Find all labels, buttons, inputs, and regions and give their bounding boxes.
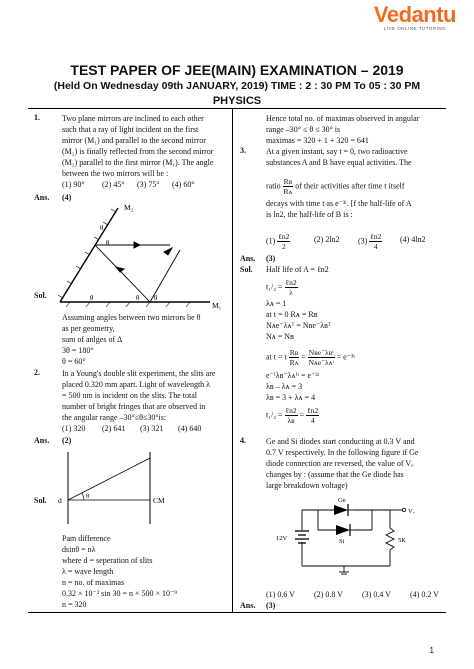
- q1-solution-line: 3θ = 180°: [62, 346, 94, 355]
- q3-ratio-post: of their activities after time t itself: [295, 181, 405, 191]
- q2-solution-label: Sol.: [34, 496, 47, 505]
- q1-line: Two plane mirrors are inclined to each other: [62, 114, 204, 123]
- q1-solution-line: sum of anlges of Δ: [62, 335, 123, 344]
- q2-option-3: (3) 321: [140, 424, 164, 433]
- frac-num: ℓn2: [370, 232, 382, 241]
- q1-number: 1.: [34, 113, 40, 122]
- footer-rule: [28, 612, 446, 613]
- eq-fraction: [285, 278, 298, 297]
- q2-line: the angular range –30°≤θ≤30°is:: [62, 413, 167, 422]
- mirror-m1: [60, 302, 210, 307]
- eq-text: at t = t: [266, 352, 287, 362]
- eq-fraction: [308, 348, 335, 367]
- q3-solution-line: λʙ = 3 + λᴀ = 4: [266, 393, 316, 402]
- q3-line: is ln2, the half-life of B is :: [266, 210, 353, 219]
- q4-line: 0.7 V respectively. In the following figure if Ge: [266, 448, 419, 457]
- q3-solution-line: at t = 0 Rᴀ = Rʙ: [266, 310, 318, 319]
- label-m1: M₁: [212, 301, 222, 310]
- q4-number: 4.: [240, 436, 246, 445]
- q1-mirror-diagram: [60, 200, 220, 310]
- q1-answer: (4): [62, 193, 72, 202]
- frac-den: Nᴀe⁻λᴀᵗ: [308, 358, 334, 367]
- frac-num: Rʙ: [283, 177, 293, 186]
- q3-solution-label: Sol.: [240, 265, 253, 274]
- q2-slit-diagram: [60, 448, 170, 528]
- q1-option-3: (3) 75°: [137, 180, 160, 189]
- q2-line: = 500 nm is incident on the slits. The total: [62, 391, 198, 400]
- label-d: d: [58, 496, 62, 505]
- theta-label: θ: [154, 294, 158, 302]
- q4-line: changes by : (assume that the Ge diode has: [266, 470, 404, 479]
- q1-option-4: (4) 60°: [172, 180, 195, 189]
- si-diode: [336, 524, 354, 536]
- q2-solution-line: n = 320: [62, 600, 87, 609]
- paper-title: TEST PAPER OF JEE(MAIN) EXAMINATION – 2019: [70, 62, 404, 78]
- eq-fraction: [306, 406, 319, 425]
- q3-answer: (3): [266, 254, 276, 263]
- q4-option-4: (4) 0.2 V: [410, 590, 439, 599]
- q3-option-3: [358, 232, 382, 251]
- q1-option-2: (2) 45°: [102, 180, 125, 189]
- q3-option-2: (2) 2ln2: [314, 235, 340, 244]
- q3-solution-line: [266, 278, 298, 297]
- q3-solution-line: λʙ – λᴀ = 3: [266, 382, 303, 391]
- q3-line: At a given instant, say t = 0, two radioactive: [266, 147, 408, 156]
- label-battery: 12V: [276, 535, 288, 542]
- q4-answer: (3): [266, 601, 276, 610]
- q3-option-4: (4) 4ln2: [400, 235, 426, 244]
- q2-cont-line: maximas = 320 + 1 + 320 = 641: [266, 136, 369, 145]
- mirror-m2: [58, 208, 118, 302]
- paper-schedule: (Held On Wednesday 09th JANUARY, 2019) TIME : 2 : 30 PM To 05 : 30 PM: [53, 80, 421, 92]
- q4-option-1: (1) 0.6 V: [266, 590, 295, 599]
- q1-line: (M₂) parallel to the first mirror (M₁). The angle: [62, 158, 214, 167]
- logo-wordmark: Vedantu: [373, 2, 456, 27]
- q3-ratio-line: [266, 177, 405, 196]
- frac-den: Rᴀ: [289, 358, 299, 367]
- q2-solution-line: where d = seperation of slits: [62, 556, 153, 565]
- q3-solution-line: Nᴀe⁻λᴀᵀ = Nʙe⁻λʙᵀ: [266, 321, 331, 330]
- vedantu-logo: [374, 2, 456, 31]
- q3-answer-label: Ans.: [240, 254, 256, 263]
- q2-cont-line: Hence total no. of maximas observed in angular: [266, 114, 420, 123]
- frac-den: 4: [310, 416, 315, 425]
- q3-solution-line: [266, 348, 355, 367]
- q2-solution-line: 0.32 × 10⁻³ sin 30 = n × 500 × 10⁻⁹: [62, 589, 178, 598]
- label-resistor: 5K: [398, 537, 406, 544]
- label-ge: Ge: [338, 497, 346, 504]
- q2-cont-line: range –30° ≤ θ ≤ 30° is: [266, 125, 341, 134]
- q1-line: between the two mirrors will be :: [62, 169, 169, 178]
- eq-text: = e⁻³ᵗ: [336, 352, 355, 362]
- label-vo: Vₒ: [408, 508, 415, 515]
- q1-solution-label: Sol.: [34, 291, 47, 300]
- q3-number: 3.: [240, 146, 246, 155]
- eq-text: =: [301, 352, 306, 362]
- option-fraction: [369, 232, 382, 251]
- q3-solution-line: [266, 406, 319, 425]
- q2-solution-line: n = no. of maximas: [62, 578, 125, 587]
- q2-line: placed 0.320 mm apart. Light of wavelength λ: [62, 380, 211, 389]
- q2-solution-line: Pam difference: [62, 534, 111, 543]
- frac-num: ℓn2: [285, 278, 297, 287]
- frac-num: ℓn2: [307, 406, 319, 415]
- q4-line: large breakdown voltage): [266, 481, 348, 490]
- q3-line: substances A and B have equal activities. The: [266, 158, 412, 167]
- q4-answer-label: Ans.: [240, 601, 256, 610]
- frac-num: ℓn2: [285, 406, 297, 415]
- column-divider: [232, 109, 233, 613]
- subject-heading: PHYSICS: [212, 95, 262, 107]
- frac-den: λ: [289, 288, 293, 297]
- theta-label: θ: [136, 294, 140, 302]
- q2-solution-line: dsinθ = nλ: [62, 545, 96, 554]
- q1-solution-line: as per geometry,: [62, 324, 115, 333]
- q3-line: decays with time t as e⁻³ᵗ. [f the half-life of A: [266, 199, 412, 208]
- q3-solution-line: λᴀ = 1: [266, 299, 287, 308]
- frac-num: Rʙ: [289, 348, 299, 357]
- q4-line: Ge and Si diodes start conducting at 0.3 V and: [266, 437, 415, 446]
- ge-diode: [334, 504, 354, 516]
- frac-den: λʙ: [287, 416, 295, 425]
- q1-option-1: (1) 90°: [62, 180, 85, 189]
- q1-line: mirror (M₁) and parallel to the second mirror: [62, 136, 206, 145]
- q3-solution-line: e⁻⁽λʙ⁻λᴀ⁾ᵗ = e⁻³ᵗ: [266, 371, 320, 380]
- q3-option-1: [266, 232, 290, 251]
- frac-den: 2: [282, 242, 286, 251]
- q2-option-4: (4) 640: [178, 424, 202, 433]
- q3-solution-head: Half life of A = ℓn2: [266, 265, 329, 274]
- eq-fraction: [289, 348, 300, 367]
- label-si: Si: [339, 538, 345, 545]
- q4-circuit-diagram: [278, 494, 418, 576]
- q4-option-2: (2) 0.8 V: [314, 590, 343, 599]
- label-cm: CM: [153, 496, 165, 505]
- eq-fraction: [285, 406, 298, 425]
- q3-ratio-fraction: [283, 177, 294, 196]
- label-m2: M₂: [124, 203, 134, 212]
- frac-num: Nʙe⁻λʙᵗ: [308, 348, 334, 357]
- q2-line: number of bright fringes that are observed in: [62, 402, 206, 411]
- q3-ratio-pre: ratio: [266, 181, 281, 191]
- q4-line: diode connection are reversed, the value of Vₒ: [266, 459, 414, 468]
- frac-den: 4: [374, 242, 378, 251]
- q2-answer: (2): [62, 436, 72, 445]
- header-rule: [28, 108, 446, 109]
- q2-number: 2.: [34, 368, 40, 377]
- q2-option-1: (1) 320: [62, 424, 86, 433]
- option-label: (3): [358, 236, 368, 246]
- theta-label: θ: [86, 493, 90, 500]
- q1-solution-line: Assuming angles between two mirrors be θ: [62, 313, 201, 322]
- q2-line: In a Young's double slit experiment, the slits are: [62, 369, 216, 378]
- logo-tagline: LIVE ONLINE TUTORING: [383, 26, 447, 31]
- q4-option-3: (3) 0.4 V: [362, 590, 391, 599]
- theta-label: θ: [90, 294, 94, 302]
- eq-text: t₁/₂ =: [266, 410, 283, 420]
- q3-solution-line: Nᴀ = Nʙ: [266, 332, 294, 341]
- option-fraction: [277, 232, 290, 251]
- q1-line: such that a ray of light incident on the first: [62, 125, 199, 134]
- frac-den: Rᴀ: [283, 187, 293, 196]
- q1-line: (M₂) is finally reflected from the second mirror: [62, 147, 214, 156]
- q2-option-2: (2) 641: [102, 424, 126, 433]
- eq-text: =: [299, 410, 305, 420]
- theta-label: θ: [106, 239, 110, 247]
- light-ray-path: [95, 242, 180, 302]
- q1-solution-line: θ = 60°: [62, 357, 86, 366]
- theta-label: θ: [100, 224, 104, 232]
- frac-num: ℓn2: [278, 232, 290, 241]
- option-label: (1): [266, 236, 276, 246]
- q2-solution-line: λ = wave length: [62, 567, 114, 576]
- page-number: 1: [429, 646, 434, 655]
- q1-answer-label: Ans.: [34, 193, 50, 202]
- q2-answer-label: Ans.: [34, 436, 50, 445]
- eq-text: t₁/₂ =: [266, 282, 283, 292]
